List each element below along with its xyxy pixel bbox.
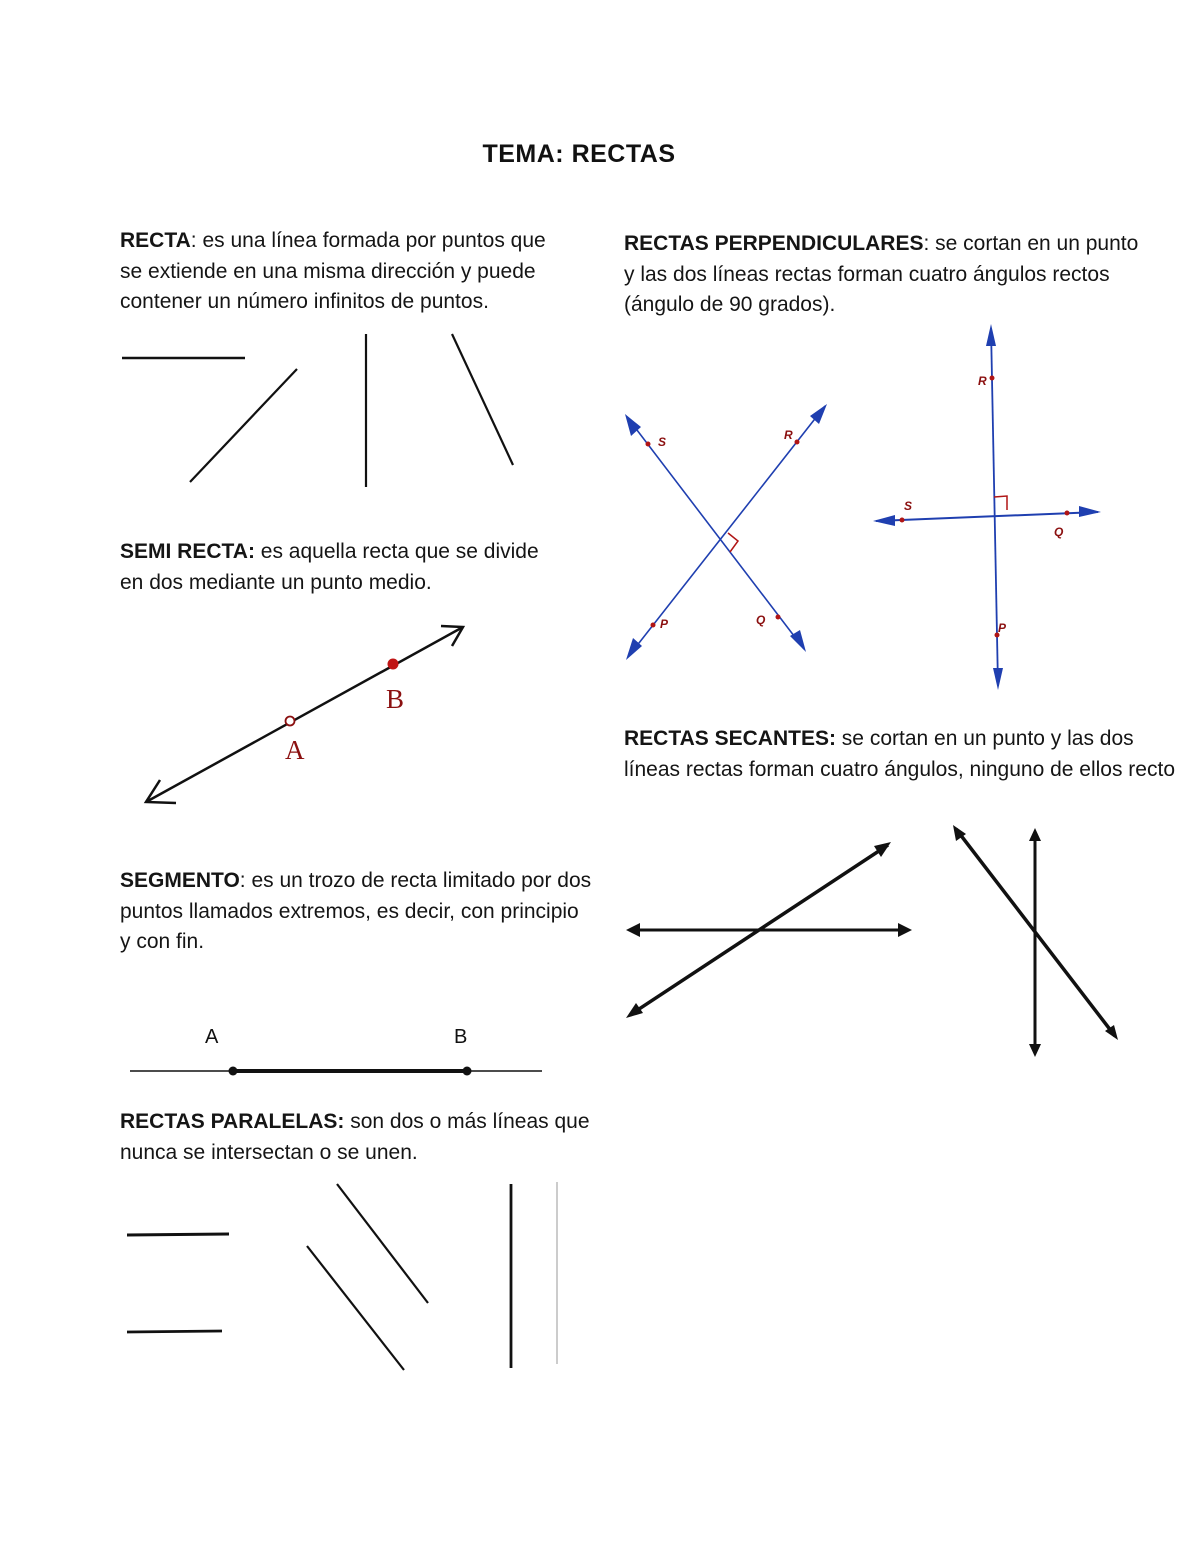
perpendiculares-text-2: y las dos líneas rectas forman cuatro ángulos rectos <box>624 262 1110 286</box>
paralelas-definition <box>120 1107 590 1168</box>
page-title: TEMA: RECTAS <box>482 140 676 168</box>
perp-left-label-r: R <box>784 428 793 442</box>
recta-term: RECTA <box>120 229 191 252</box>
segmento-text-3: y con fin. <box>120 930 205 953</box>
semirecta-definition <box>120 537 539 598</box>
segmento-point-a <box>229 1067 238 1076</box>
secantes-definition <box>624 724 1175 785</box>
perp-left-label-p: P <box>660 617 669 631</box>
perpendiculares-text-3: (ángulo de 90 grados). <box>624 293 836 316</box>
recta-figure <box>0 0 600 520</box>
segmento-figure <box>0 1010 600 1090</box>
segmento-text-1: : es un trozo de recta limitado por dos <box>239 869 592 892</box>
perp-arrow-top <box>986 324 996 346</box>
perpendiculares-figure <box>600 300 1160 700</box>
segmento-point-b <box>463 1067 472 1076</box>
paralelas-figure <box>0 1170 600 1390</box>
secantes-arrow-h-left <box>626 923 640 937</box>
perp-right-label-s: S <box>904 499 913 513</box>
semirecta-point-b <box>388 659 399 670</box>
secantes-text-1: se cortan en un punto y las dos <box>835 727 1134 750</box>
semirecta-label-b: B <box>386 684 405 714</box>
perp-point-top <box>990 376 995 381</box>
paralelas-diagonal-1 <box>337 1184 428 1303</box>
paralelas-text-1: son dos o más líneas que <box>344 1110 590 1133</box>
perp-left-label-q: Q <box>756 613 766 627</box>
semirecta-point-a <box>286 717 295 726</box>
semirecta-term: SEMI RECTA: <box>120 540 255 563</box>
secantes-term: RECTAS SECANTES: <box>624 727 836 750</box>
perp-right-label-r: R <box>978 374 987 388</box>
perp-point-q <box>776 615 781 620</box>
paralelas-horizontal-1 <box>127 1234 229 1235</box>
secantes-arrow-v-bottom <box>1029 1044 1041 1057</box>
perp-point-r <box>795 440 800 445</box>
secantes-figure <box>600 810 1160 1070</box>
segmento-label-a: A <box>205 1026 219 1048</box>
recta-text-3: contener un número infinitos de puntos. <box>120 290 489 313</box>
perp-right-label-p: P <box>998 621 1007 635</box>
perp-point-p <box>651 623 656 628</box>
paralelas-diagonal-2 <box>307 1246 404 1370</box>
perpendiculares-term: RECTAS PERPENDICULARES <box>624 232 924 255</box>
secantes-arrow-d-low <box>626 1003 643 1018</box>
segmento-text-2: puntos llamados extremos, es decir, con principio <box>120 899 579 923</box>
perp-left-label-s: S <box>658 435 667 449</box>
perp-right-angle-right <box>994 496 1007 510</box>
segmento-term: SEGMENTO <box>120 869 240 892</box>
recta-line-diagonal <box>190 369 297 482</box>
secantes-text-2: líneas rectas forman cuatro ángulos, ninguno de ellos recto <box>624 757 1175 781</box>
perp-arrow-rightend <box>1079 506 1101 517</box>
perpendiculares-text-1: : se cortan en un punto <box>923 232 1139 255</box>
perp-point-left <box>900 518 905 523</box>
paralelas-text-2: nunca se intersectan o se unen. <box>120 1140 418 1164</box>
segmento-label-b: B <box>454 1026 468 1048</box>
perp-arrow-bottom <box>993 668 1003 690</box>
perp-arrow-leftend <box>873 515 895 526</box>
segmento-definition <box>120 866 591 958</box>
perp-line-sq <box>627 417 804 649</box>
perp-point-s <box>646 442 651 447</box>
recta-line-descending <box>452 334 513 465</box>
recta-text-1: : es una línea formada por puntos que <box>190 229 546 252</box>
secantes-arrow-d-high <box>874 842 891 857</box>
semirecta-line <box>146 627 463 802</box>
perp-line-vertical <box>991 328 998 686</box>
secantes-arrow-v-top <box>1029 828 1041 841</box>
perp-right-label-q: Q <box>1054 525 1064 539</box>
semirecta-label-a: A <box>285 735 305 765</box>
semirecta-figure <box>0 600 600 820</box>
paralelas-horizontal-2 <box>127 1331 222 1332</box>
perp-right-angle-left <box>728 533 738 552</box>
secantes-arrow-h-right <box>898 923 912 937</box>
semirecta-text-2: en dos mediante un punto medio. <box>120 570 432 594</box>
perp-point-right <box>1065 511 1070 516</box>
semirecta-text-1: es aquella recta que se divide <box>254 540 539 563</box>
paralelas-term: RECTAS PARALELAS: <box>120 1110 345 1133</box>
recta-text-2: se extiende en una misma dirección y puede <box>120 259 536 283</box>
